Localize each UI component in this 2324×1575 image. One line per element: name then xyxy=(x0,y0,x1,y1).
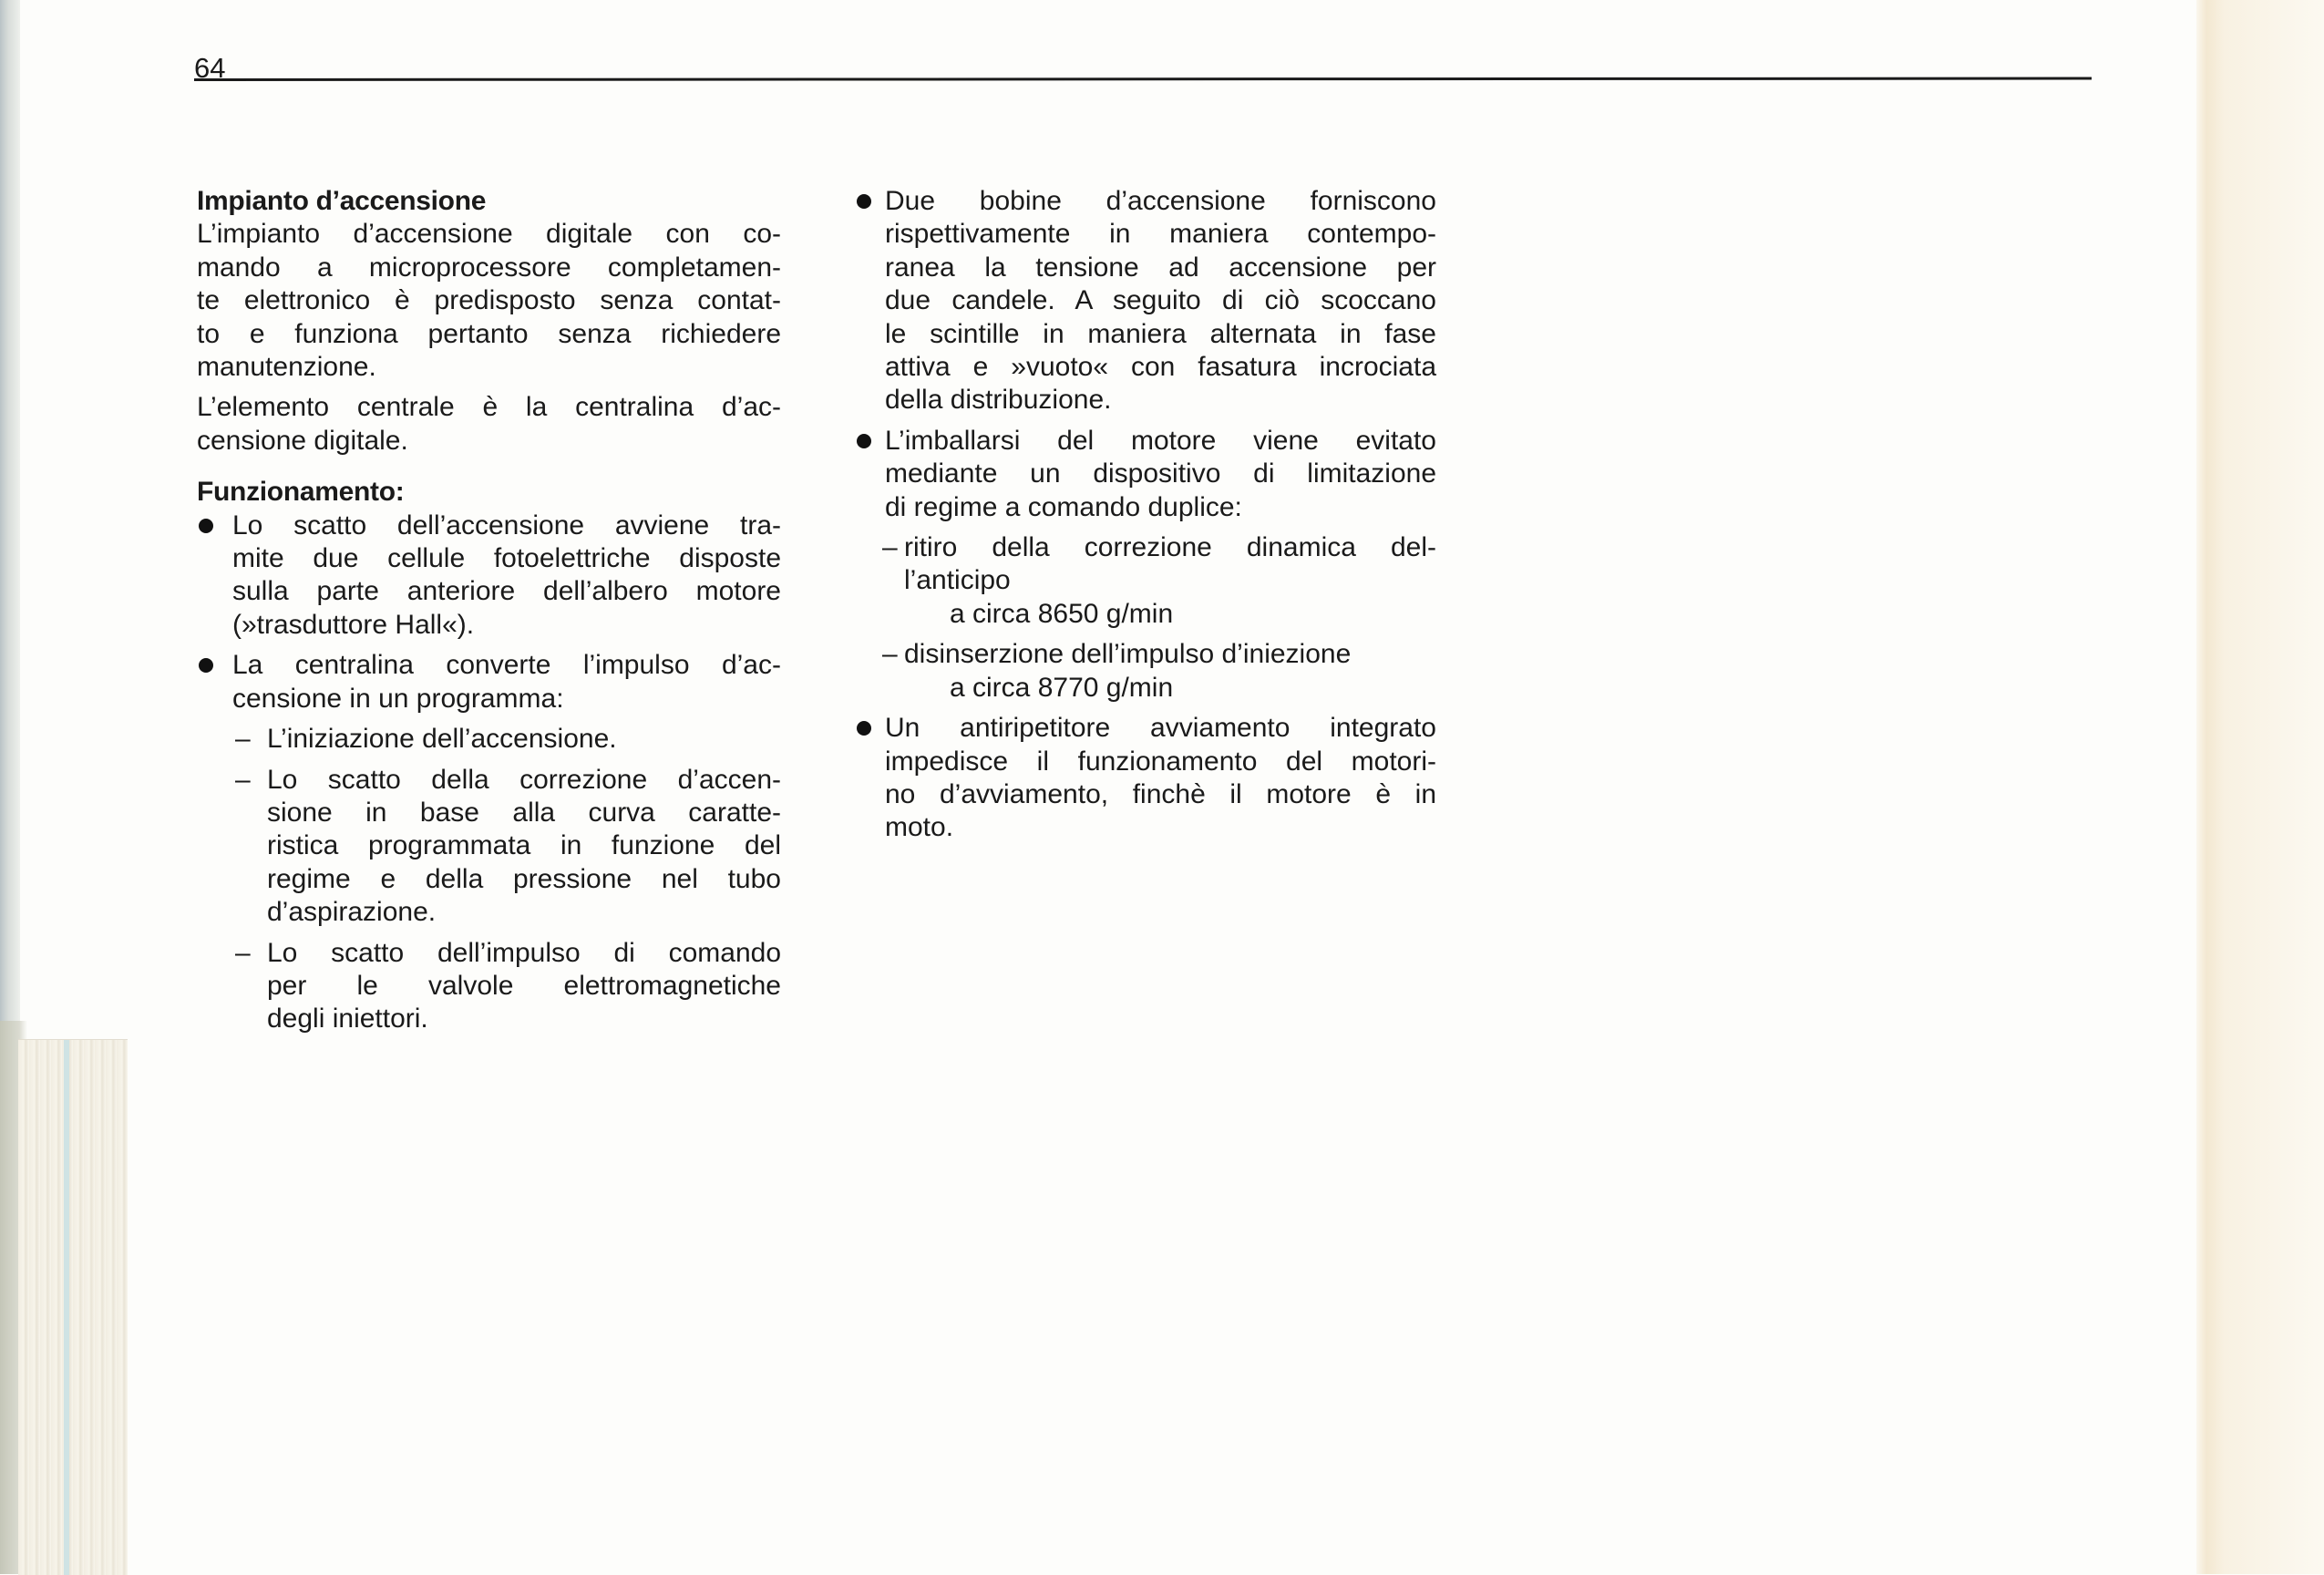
bullet-icon xyxy=(857,434,871,448)
central-unit-paragraph xyxy=(197,391,781,458)
text-line: mediante un dispositivo di limitazione xyxy=(885,458,1436,489)
dash-item xyxy=(197,764,781,930)
text-line: Un antiripetitore avviamento integrato xyxy=(885,713,1436,744)
text-line: sulla parte anteriore dell’albero motore xyxy=(232,576,781,607)
rpm-value: a circa 8770 g/min xyxy=(950,672,1174,703)
text-line: to e funziona pertanto senza richiedere xyxy=(197,318,781,349)
dash-icon: – xyxy=(882,639,898,670)
text-line: ristica programmata in funzione del xyxy=(267,830,781,861)
text-line: Lo scatto della correzione d’accen- xyxy=(267,764,781,795)
text-line: (»trasduttore Hall«). xyxy=(232,609,475,640)
bullet-item xyxy=(857,425,1436,524)
bullet-icon xyxy=(199,658,213,673)
page-stack-edge xyxy=(18,1039,128,1575)
dash-icon: – xyxy=(882,532,898,563)
text-line: sione in base alla curva caratte- xyxy=(267,797,781,828)
text-line: L’elemento centrale è la centralina d’ac- xyxy=(197,392,781,423)
page-number: 64 xyxy=(194,52,226,84)
text-line: censione digitale. xyxy=(197,425,408,456)
text-line: di regime a comando duplice: xyxy=(885,491,1242,522)
text-line: Lo scatto dell’impulso di comando xyxy=(267,937,781,968)
text-line: manutenzione. xyxy=(197,352,376,383)
right-column xyxy=(857,185,1436,845)
text-line: l’anticipo xyxy=(904,565,1011,596)
text-line: L’impianto d’accensione digitale con co- xyxy=(197,219,781,250)
text-line: moto. xyxy=(885,812,954,843)
text-line: degli iniettori. xyxy=(267,1004,428,1035)
text-line: della distribuzione. xyxy=(885,385,1112,416)
text-line: ranea la tensione ad accensione per xyxy=(885,252,1436,283)
text-line: per le valvole elettromagnetiche xyxy=(267,970,781,1001)
dash-icon: – xyxy=(235,724,251,755)
text-line: censione in un programma: xyxy=(232,683,564,714)
header-rule xyxy=(194,77,2092,81)
bullet-icon xyxy=(857,194,871,209)
left-column xyxy=(197,185,781,1036)
subheading: Funzionamento: xyxy=(197,477,405,508)
text-line: due candele. A seguito di ciò scoccano xyxy=(885,285,1436,316)
text-line: ritiro della correzione dinamica del- xyxy=(904,532,1436,563)
text-line: rispettivamente in maniera contempo- xyxy=(885,219,1436,250)
bullet-icon xyxy=(199,519,213,533)
bullet-item xyxy=(857,712,1436,845)
text-line: mite due cellule fotoelettriche disposte xyxy=(232,543,781,574)
dash-item xyxy=(857,531,1436,631)
text-line: te elettronico è predisposto senza contat- xyxy=(197,285,781,316)
text-line: L’imballarsi del motore viene evitato xyxy=(885,425,1436,456)
bullet-icon xyxy=(857,721,871,736)
bullet-item xyxy=(197,649,781,715)
page-stack-blue-edge xyxy=(64,1040,69,1575)
facing-page-edge xyxy=(2196,0,2324,1574)
dash-item xyxy=(857,638,1436,705)
dash-item xyxy=(197,937,781,1036)
text-line: Lo scatto dell’accensione avviene tra- xyxy=(232,510,781,540)
bullet-item xyxy=(197,510,781,643)
dash-icon: – xyxy=(235,764,251,795)
text-line: no d’avviamento, finchè il motore è in xyxy=(885,778,1436,809)
text-line: attiva e »vuoto« con fasatura incrociata xyxy=(885,352,1436,383)
section-heading: Impianto d’accensione xyxy=(197,186,487,216)
dash-item xyxy=(197,723,781,756)
text-line: mando a microprocessore completamen- xyxy=(197,252,781,283)
text-line: La centralina converte l’impulso d’ac- xyxy=(232,650,781,681)
text-line: impedisce il funzionamento del motori- xyxy=(885,746,1436,777)
text-line: L’iniziazione dell’accensione. xyxy=(267,724,617,755)
intro-paragraph xyxy=(197,218,781,384)
text-line: d’aspirazione. xyxy=(267,897,437,928)
text-line: disinserzione dell’impulso d’iniezione xyxy=(904,639,1352,670)
text-line: le scintille in maniera alternata in fase xyxy=(885,318,1436,349)
bullet-item xyxy=(857,185,1436,417)
text-line: Due bobine d’accensione forniscono xyxy=(885,186,1436,216)
dash-icon: – xyxy=(235,937,251,968)
rpm-value: a circa 8650 g/min xyxy=(950,598,1174,629)
text-line: regime e della pressione nel tubo xyxy=(267,863,781,894)
